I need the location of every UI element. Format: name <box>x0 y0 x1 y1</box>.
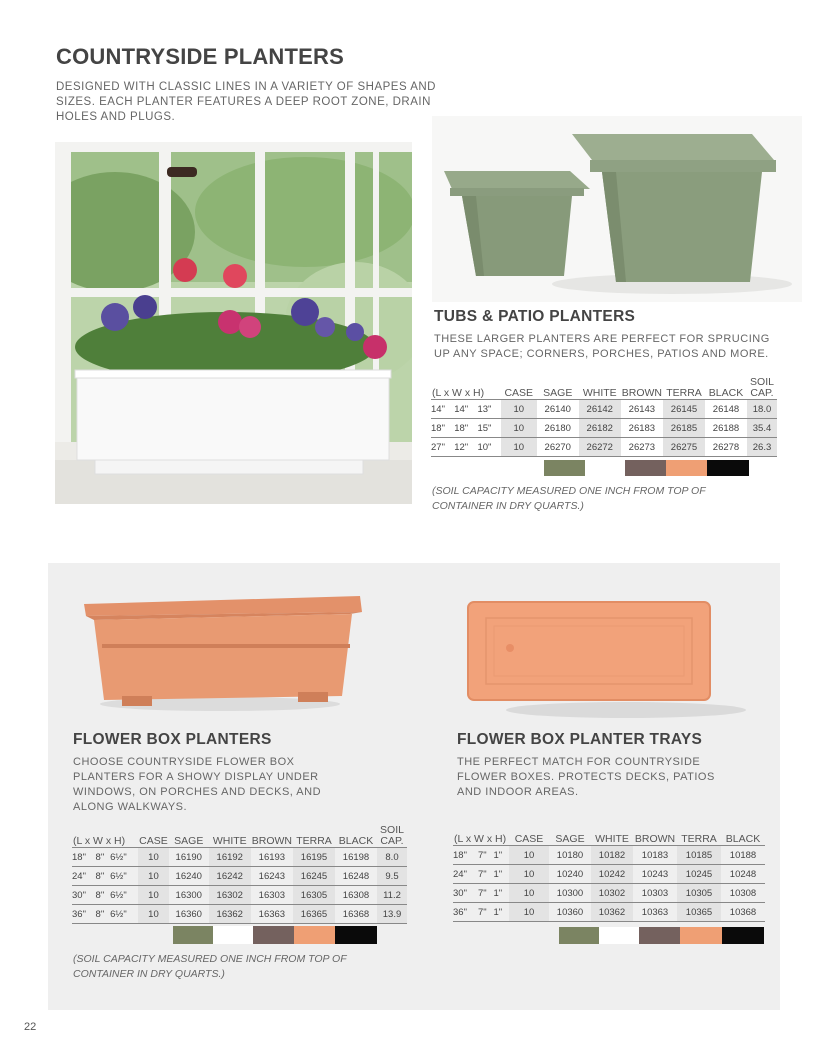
cell-w: 8ʺ <box>96 905 111 924</box>
white-swatch <box>585 460 625 476</box>
tubs-title: TUBS & PATIO PLANTERS <box>434 308 636 325</box>
col-white: WHITE <box>582 387 617 399</box>
col-case: CASE <box>514 833 544 845</box>
cell-l: 36ʺ <box>453 903 478 922</box>
cell-w: 12ʺ <box>454 438 477 457</box>
table-header-row <box>431 377 777 400</box>
cell-w: 7ʺ <box>478 846 494 865</box>
flowerbox-description: CHOOSE COUNTRYSIDE FLOWER BOX PLANTERS FOR A SHOWY DISPLAY UNDER WINDOWS, ON PORCHES AND DECKS, AND ALONG WALKWAYS. <box>73 756 322 813</box>
cell-terra: 16365 <box>293 905 335 924</box>
brown-swatch <box>639 927 680 944</box>
cell-terra: 26145 <box>663 400 705 419</box>
table-row <box>453 865 765 884</box>
window-flower-box-photo <box>55 142 412 504</box>
cell-h: 1ʺ <box>493 846 509 865</box>
cell-l: 24ʺ <box>72 867 96 886</box>
cell-w: 7ʺ <box>478 865 494 884</box>
cell-white: 26142 <box>579 400 621 419</box>
cell-white: 10302 <box>591 884 633 903</box>
cell-brown: 10363 <box>633 903 677 922</box>
cell-white: 10362 <box>591 903 633 922</box>
cell-sage: 16300 <box>169 886 209 905</box>
cell-sage: 10240 <box>549 865 591 884</box>
cell-black: 10368 <box>721 903 765 922</box>
cell-terra: 10185 <box>677 846 721 865</box>
intro-text: DESIGNED WITH CLASSIC LINES IN A VARIETY OF SHAPES AND SIZES. EACH PLANTER FEATURES A DEEP ROOT ZONE, DRAIN HOLES AND PLUGS. <box>56 81 436 123</box>
table-row <box>72 867 407 886</box>
cell-sage: 16190 <box>169 848 209 867</box>
cell-white: 16242 <box>209 867 251 886</box>
cell-l: 18ʺ <box>453 846 478 865</box>
cell-terra: 26185 <box>663 419 705 438</box>
cell-h: 6½ʺ <box>110 867 138 886</box>
table-row <box>453 846 765 865</box>
cell-case: 10 <box>501 438 537 457</box>
cell-black: 26148 <box>705 400 747 419</box>
cell-l: 24ʺ <box>453 865 478 884</box>
cell-cap: 13.9 <box>377 905 407 924</box>
col-terra: TERRA <box>666 387 702 399</box>
cell-sage: 10180 <box>549 846 591 865</box>
cell-case: 10 <box>138 886 169 905</box>
col-brown: BROWN <box>251 835 292 847</box>
cell-terra: 10245 <box>677 865 721 884</box>
sage-swatch <box>544 460 585 476</box>
sage-swatch <box>173 926 213 944</box>
cell-brown: 26273 <box>621 438 663 457</box>
flower-box-photo <box>80 592 370 714</box>
cell-h: 6½ʺ <box>110 905 138 924</box>
cell-case: 10 <box>509 865 549 884</box>
table-row <box>431 419 777 438</box>
tubs-description: THESE LARGER PLANTERS ARE PERFECT FOR SPRUCING UP ANY SPACE; CORNERS, PORCHES, PATIOS AND MORE. <box>434 333 770 360</box>
cell-white: 26182 <box>579 419 621 438</box>
cell-white: 26272 <box>579 438 621 457</box>
tubs-photo <box>432 116 802 302</box>
page-title: COUNTRYSIDE PLANTERS <box>56 44 344 69</box>
col-sage: SAGE <box>555 833 585 845</box>
col-black: BLACK <box>708 387 744 399</box>
cell-h: 6½ʺ <box>110 848 138 867</box>
cell-l: 18ʺ <box>431 419 454 438</box>
cell-black: 10248 <box>721 865 765 884</box>
cell-l: 14ʺ <box>431 400 454 419</box>
cell-terra: 16195 <box>293 848 335 867</box>
cell-black: 26188 <box>705 419 747 438</box>
trays-description: THE PERFECT MATCH FOR COUNTRYSIDE FLOWER BOXES. PROTECTS DECKS, PATIOS AND INDOOR AREAS. <box>457 756 715 798</box>
cell-white: 16362 <box>209 905 251 924</box>
cell-case: 10 <box>501 400 537 419</box>
col-dimensions: (L x W x H) <box>432 387 485 399</box>
cell-case: 10 <box>138 905 169 924</box>
trays-spec-table <box>453 834 765 922</box>
col-brown: BROWN <box>621 387 662 399</box>
cell-terra: 10365 <box>677 903 721 922</box>
brown-swatch <box>253 926 294 944</box>
cell-cap: 35.4 <box>747 419 777 438</box>
col-sage: SAGE <box>174 835 204 847</box>
cell-cap: 18.0 <box>747 400 777 419</box>
black-swatch <box>335 926 377 944</box>
sage-swatch <box>559 927 599 944</box>
cell-brown: 10243 <box>633 865 677 884</box>
cell-white: 10242 <box>591 865 633 884</box>
col-terra: TERRA <box>681 833 717 845</box>
tubs-color-swatches <box>544 460 749 476</box>
cell-case: 10 <box>501 419 537 438</box>
table-row <box>72 905 407 924</box>
cell-terra: 16245 <box>293 867 335 886</box>
cell-black: 26278 <box>705 438 747 457</box>
cell-cap: 26.3 <box>747 438 777 457</box>
cell-sage: 26140 <box>537 400 579 419</box>
col-white: WHITE <box>595 833 629 845</box>
col-case: CASE <box>139 835 168 847</box>
terra-swatch <box>294 926 335 944</box>
col-sage: SAGE <box>543 387 573 399</box>
table-header-row <box>453 834 765 846</box>
cell-sage: 10360 <box>549 903 591 922</box>
cell-w: 7ʺ <box>478 884 494 903</box>
cell-w: 14ʺ <box>454 400 477 419</box>
cell-l: 36ʺ <box>72 905 96 924</box>
black-swatch <box>707 460 749 476</box>
trays-title: FLOWER BOX PLANTER TRAYS <box>457 731 703 748</box>
cell-sage: 16240 <box>169 867 209 886</box>
terra-swatch <box>680 927 722 944</box>
col-white: WHITE <box>212 835 247 847</box>
cell-h: 13ʺ <box>477 400 500 419</box>
cell-l: 18ʺ <box>72 848 96 867</box>
cell-w: 8ʺ <box>96 848 111 867</box>
cell-brown: 10183 <box>633 846 677 865</box>
cell-brown: 16193 <box>251 848 293 867</box>
cell-case: 10 <box>509 884 549 903</box>
tubs-note: (SOIL CAPACITY MEASURED ONE INCH FROM TOP OF CONTAINER IN DRY QUARTS.) <box>432 485 706 512</box>
cell-h: 1ʺ <box>493 903 509 922</box>
table-header-row <box>72 825 407 848</box>
cell-black: 10308 <box>721 884 765 903</box>
cell-h: 1ʺ <box>493 865 509 884</box>
col-dimensions: (L x W x H) <box>73 835 126 847</box>
cell-cap: 9.5 <box>377 867 407 886</box>
tray-photo <box>466 600 766 722</box>
col-terra: TERRA <box>296 835 332 847</box>
cell-terra: 26275 <box>663 438 705 457</box>
cell-h: 15ʺ <box>477 419 500 438</box>
table-row <box>72 848 407 867</box>
table-row <box>72 886 407 905</box>
cell-sage: 10300 <box>549 884 591 903</box>
col-soil-cap: SOIL CAP. <box>750 376 774 399</box>
white-swatch <box>599 927 639 944</box>
cell-black: 16248 <box>335 867 377 886</box>
col-soil-cap: SOIL CAP. <box>380 824 404 847</box>
flowerbox-title: FLOWER BOX PLANTERS <box>73 731 272 748</box>
cell-black: 10188 <box>721 846 765 865</box>
cell-l: 27ʺ <box>431 438 454 457</box>
cell-white: 16192 <box>209 848 251 867</box>
cell-black: 16368 <box>335 905 377 924</box>
cell-w: 18ʺ <box>454 419 477 438</box>
cell-brown: 16243 <box>251 867 293 886</box>
cell-h: 1ʺ <box>493 884 509 903</box>
col-black: BLACK <box>725 833 761 845</box>
cell-white: 10182 <box>591 846 633 865</box>
cell-sage: 26270 <box>537 438 579 457</box>
cell-case: 10 <box>509 903 549 922</box>
white-swatch <box>213 926 253 944</box>
cell-white: 16302 <box>209 886 251 905</box>
col-black: BLACK <box>338 835 374 847</box>
cell-brown: 16363 <box>251 905 293 924</box>
cell-brown: 26143 <box>621 400 663 419</box>
cell-sage: 26180 <box>537 419 579 438</box>
black-swatch <box>722 927 764 944</box>
cell-w: 7ʺ <box>478 903 494 922</box>
cell-brown: 26183 <box>621 419 663 438</box>
flowerbox-color-swatches <box>173 926 377 944</box>
cell-l: 30ʺ <box>72 886 96 905</box>
cell-w: 8ʺ <box>96 886 111 905</box>
col-dimensions: (L x W x H) <box>454 833 507 845</box>
cell-brown: 16303 <box>251 886 293 905</box>
cell-case: 10 <box>509 846 549 865</box>
table-row <box>431 438 777 457</box>
cell-l: 30ʺ <box>453 884 478 903</box>
cell-black: 16198 <box>335 848 377 867</box>
cell-h: 10ʺ <box>477 438 500 457</box>
cell-case: 10 <box>138 848 169 867</box>
cell-w: 8ʺ <box>96 867 111 886</box>
cell-terra: 10305 <box>677 884 721 903</box>
cell-sage: 16360 <box>169 905 209 924</box>
brown-swatch <box>625 460 666 476</box>
terra-swatch <box>666 460 707 476</box>
trays-color-swatches <box>559 927 764 944</box>
flowerbox-note: (SOIL CAPACITY MEASURED ONE INCH FROM TOP OF CONTAINER IN DRY QUARTS.) <box>73 953 347 980</box>
tubs-spec-table <box>431 377 777 457</box>
cell-cap: 11.2 <box>377 886 407 905</box>
flowerbox-spec-table <box>72 825 407 924</box>
page-number: 22 <box>24 1021 37 1033</box>
cell-h: 6½ʺ <box>110 886 138 905</box>
cell-cap: 8.0 <box>377 848 407 867</box>
cell-case: 10 <box>138 867 169 886</box>
cell-black: 16308 <box>335 886 377 905</box>
cell-terra: 16305 <box>293 886 335 905</box>
table-row <box>431 400 777 419</box>
cell-brown: 10303 <box>633 884 677 903</box>
table-row <box>453 884 765 903</box>
table-row <box>453 903 765 922</box>
col-case: CASE <box>504 387 534 399</box>
col-brown: BROWN <box>634 833 676 845</box>
